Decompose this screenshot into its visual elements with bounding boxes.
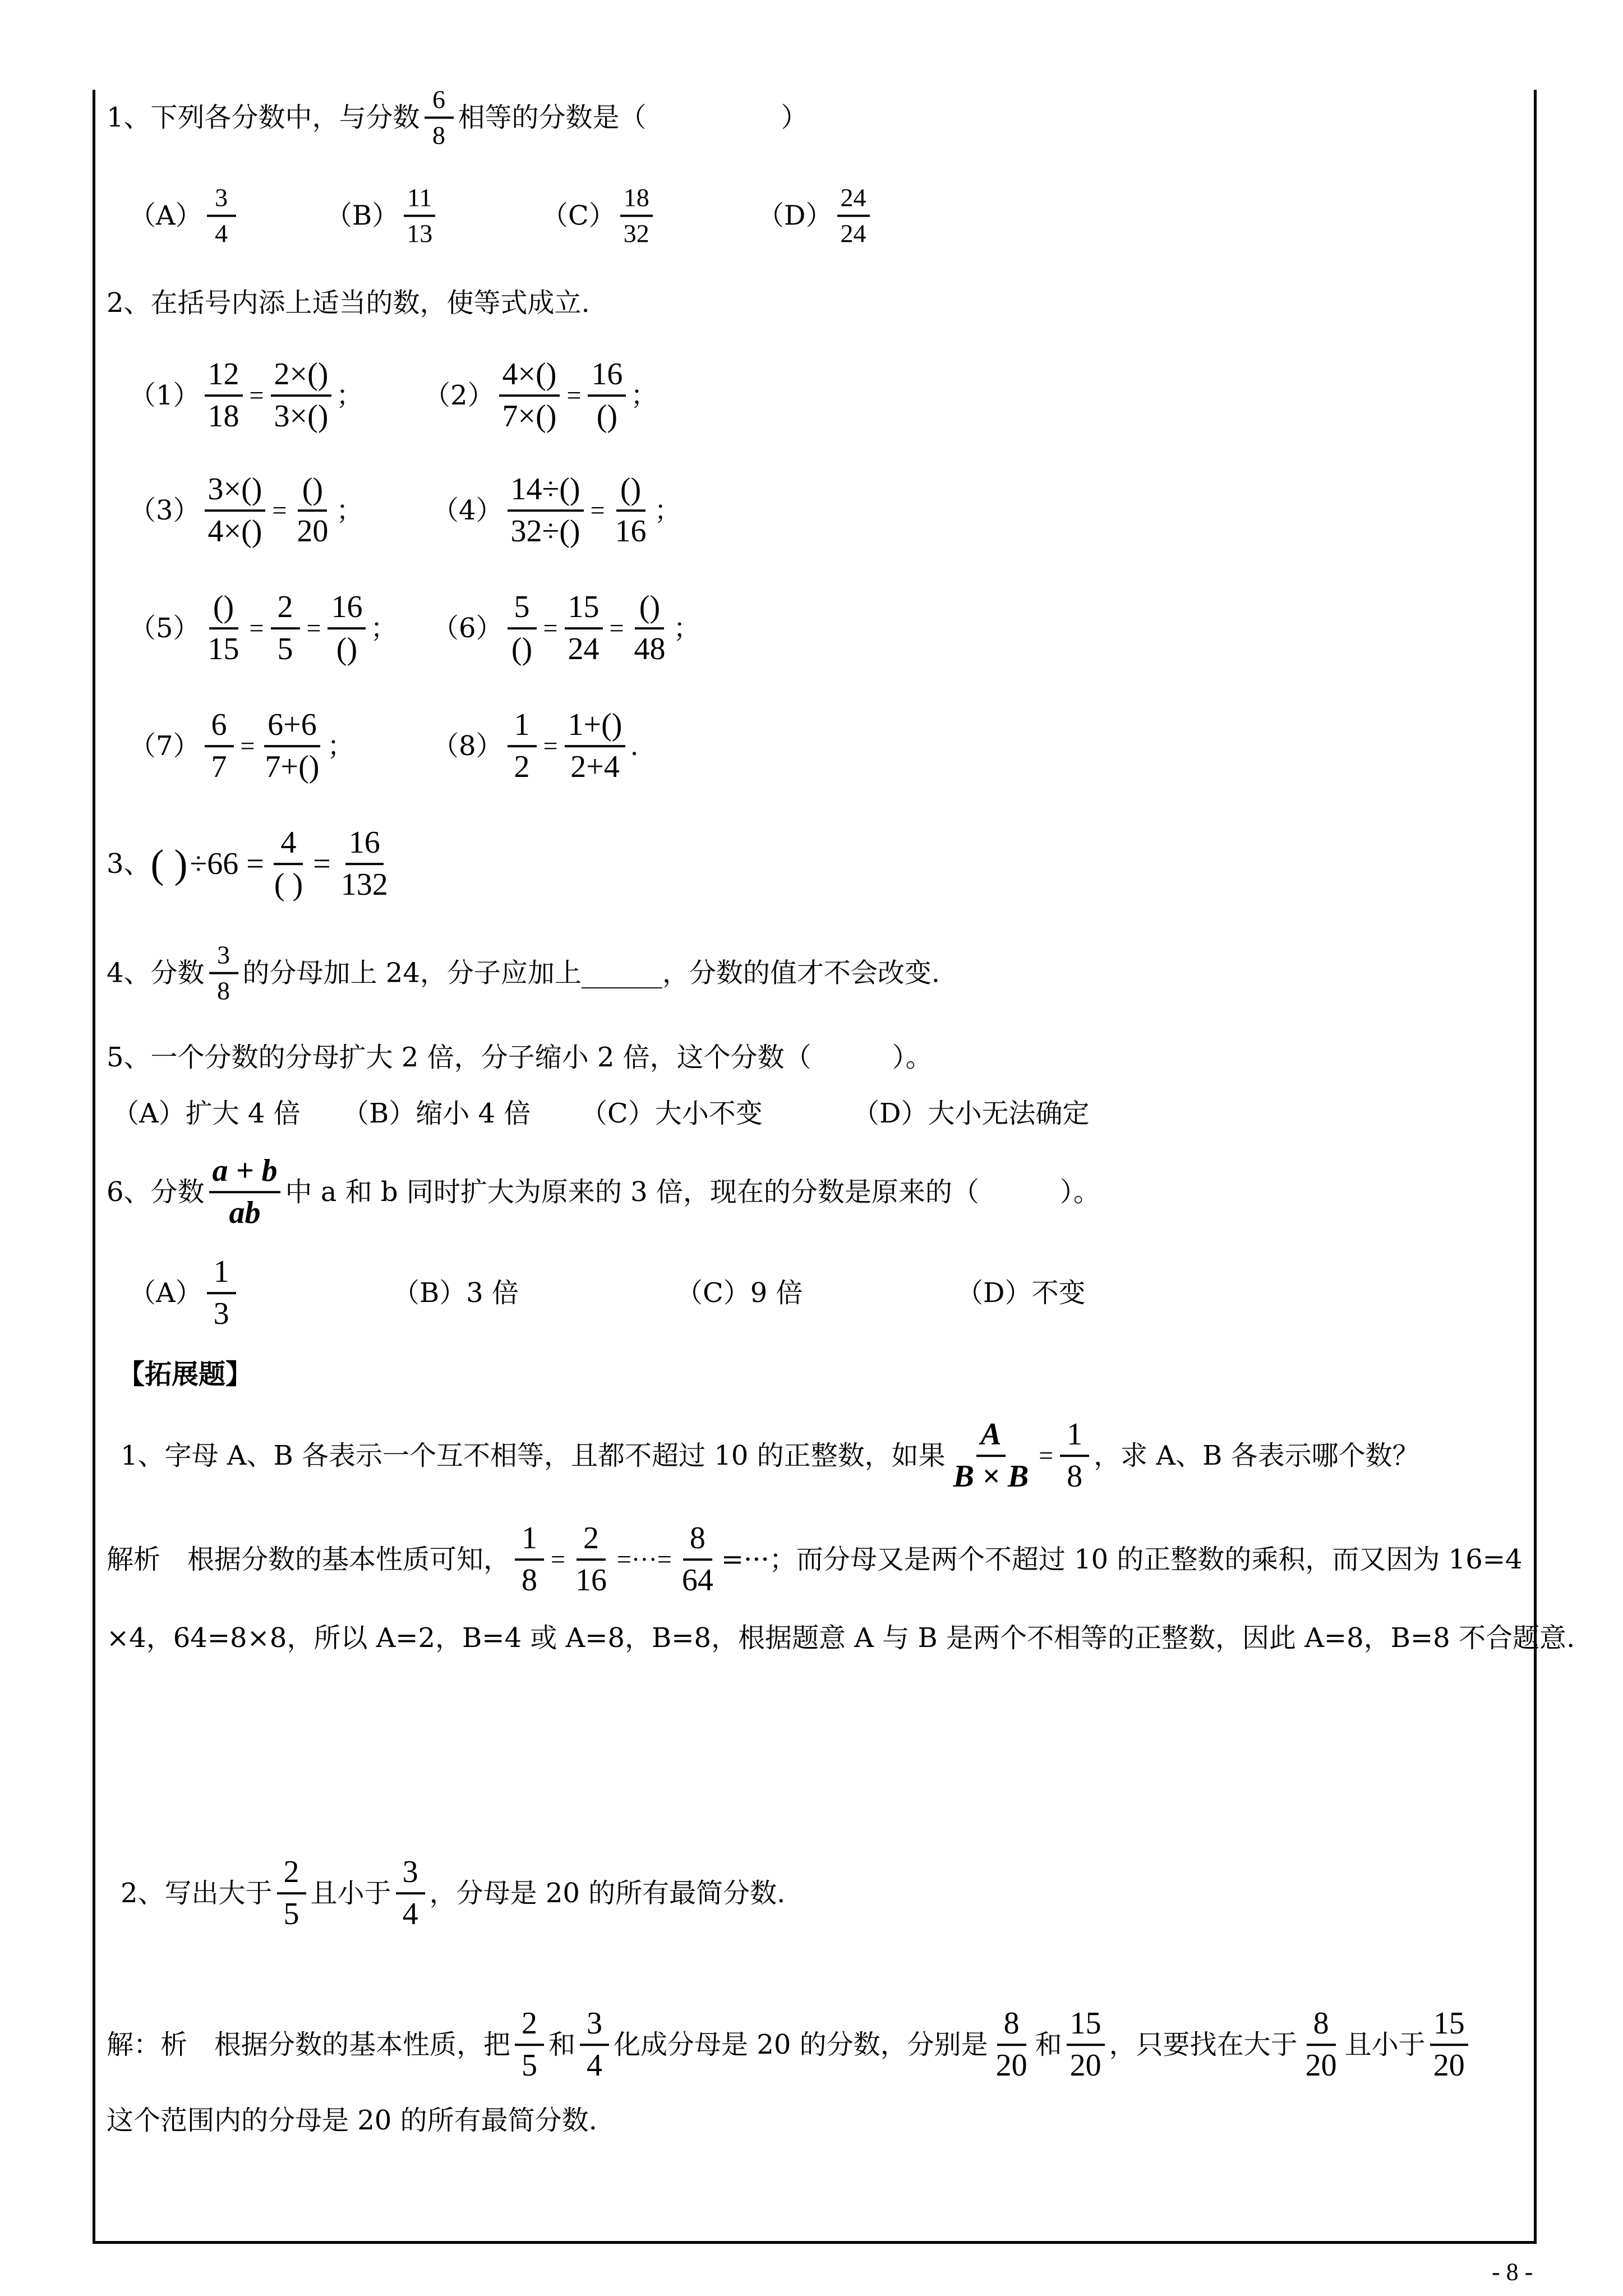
q1-option-d-frac <box>837 185 870 248</box>
q1-option-b <box>325 185 440 248</box>
frac-n: 3 <box>207 185 236 217</box>
frac-d: 20 <box>1305 2048 1337 2083</box>
fraction <box>630 591 668 666</box>
q6-option-a-frac <box>207 1255 236 1331</box>
frac-d: B × B <box>953 1459 1029 1494</box>
frac-d: 2 <box>514 749 530 784</box>
q4-fraction <box>209 942 238 1005</box>
fraction <box>1302 2007 1340 2082</box>
q1-frac-d: 8 <box>432 121 446 150</box>
item-label: （3） <box>129 495 200 526</box>
frac-d: 24 <box>568 632 600 666</box>
ext-p1-frac-2 <box>1060 1418 1089 1493</box>
ext-heading <box>118 1361 252 1388</box>
frac-d: 4×() <box>208 514 262 549</box>
fraction <box>612 473 650 548</box>
item-end: ； <box>673 613 700 644</box>
q5-option-c <box>580 1100 763 1127</box>
q5-stem <box>107 1044 933 1071</box>
q6-line <box>107 1154 1100 1230</box>
frac-d: () <box>336 632 358 666</box>
fraction <box>1067 2007 1105 2082</box>
fraction <box>205 473 266 548</box>
frac-n: 11 <box>404 185 435 217</box>
frac-d: 8 <box>217 977 230 1005</box>
fraction <box>262 708 323 784</box>
ext-a1-line-1 <box>107 1522 1523 1597</box>
q5-option-d <box>852 1100 1090 1127</box>
frac-n: 14÷() <box>508 473 584 512</box>
frac-n: 24 <box>837 185 870 217</box>
q6-prefix: 6、分数 <box>107 1176 205 1208</box>
q3-frac-2 <box>338 826 391 901</box>
frac-n: 8 <box>683 1522 712 1561</box>
ext-p2-prefix: 2、写出大于 <box>121 1878 273 1909</box>
frac-n: 18 <box>620 185 653 217</box>
q5-option-c-text: （C）大小不变 <box>580 1098 763 1129</box>
item-end: ； <box>370 613 398 644</box>
q4-suffix: 的分母加上 24，分子应加上______，分数的值才不会改变. <box>242 958 940 989</box>
item-end: ； <box>327 730 354 762</box>
fraction <box>205 591 243 666</box>
fraction <box>271 591 300 666</box>
frac-d: () <box>511 632 533 666</box>
ext-p1-line <box>121 1418 1419 1493</box>
frac-d: ab <box>229 1195 261 1230</box>
ext-a1-line-2 <box>107 1622 1575 1654</box>
ext-a2-and: 和 <box>1035 2029 1062 2060</box>
ext-a1-rest: 而分母又是两个不超过 10 的正整数的乘积，而又因为 16=4 <box>796 1544 1523 1575</box>
q2-item-3 <box>129 473 363 548</box>
frac-n: 2×() <box>271 358 332 397</box>
item-end: . <box>630 730 639 762</box>
fraction <box>293 473 331 548</box>
frac-n: 2 <box>271 591 300 629</box>
q5-stem-text: 5、一个分数的分母扩大 2 倍，分子缩小 2 倍，这个分数（ ）。 <box>107 1042 933 1073</box>
equals-sign: = <box>272 496 287 524</box>
frac-d: 32÷() <box>510 514 580 549</box>
fraction <box>396 1856 425 1931</box>
frac-d: 7+() <box>265 749 320 784</box>
frac-d: 132 <box>340 867 388 902</box>
fraction <box>1430 2007 1468 2082</box>
frac-n: () <box>635 591 664 629</box>
fraction <box>580 2007 609 2082</box>
equals-sign: = <box>1039 1441 1054 1470</box>
fraction <box>205 358 243 433</box>
frac-n: 3 <box>580 2007 609 2046</box>
item-label: （6） <box>432 613 503 644</box>
q1-option-c-label: （C） <box>541 200 616 232</box>
q3-frac-1 <box>271 826 306 901</box>
q1-prefix: 1、下列各分数中，与分数 <box>107 102 420 134</box>
fraction <box>508 473 584 548</box>
frac-d: 13 <box>407 219 433 248</box>
q1-option-a <box>129 185 241 248</box>
frac-n: 15 <box>565 591 603 629</box>
equals-sign: = <box>240 731 255 760</box>
frac-d: 8 <box>522 1563 538 1598</box>
ext-a2-mid2: ，只要找在大于 <box>1109 2029 1298 2060</box>
q3-divide-66: ÷66 = <box>190 846 264 881</box>
frac-n: 4 <box>274 826 303 865</box>
q5-option-b <box>342 1100 531 1127</box>
frac-d: 20 <box>995 2048 1027 2083</box>
q1-option-a-frac <box>207 185 236 248</box>
frac-d: 24 <box>840 219 866 248</box>
q3-label: 3、 <box>107 848 151 880</box>
ext-a2-line-1 <box>107 2007 1473 2082</box>
equals-sign: = <box>590 496 605 524</box>
frac-n: 3 <box>209 942 238 974</box>
frac-d: 4 <box>587 2048 603 2083</box>
frac-d: 7×() <box>502 399 557 434</box>
frac-n: () <box>616 473 645 512</box>
q6-option-a-label: （A） <box>129 1277 202 1309</box>
q6-option-c-text: （C）9 倍 <box>676 1277 803 1309</box>
q1-option-d <box>757 185 874 248</box>
q2-item-7 <box>129 708 354 784</box>
ext-a2-line-2 <box>107 2107 597 2134</box>
frac-d: 16 <box>615 514 647 549</box>
ext-p1-prefix: 1、字母 A、B 各表示一个互不相等，且都不超过 10 的正整数，如果 <box>121 1440 946 1471</box>
frac-n: () <box>209 591 238 629</box>
frac-n: 1 <box>1060 1418 1089 1457</box>
q3-line <box>107 826 396 901</box>
frac-n: 8 <box>1307 2007 1336 2046</box>
frac-n: 15 <box>1430 2007 1468 2046</box>
item-label: （7） <box>129 730 200 762</box>
fraction <box>515 2007 544 2082</box>
q6-suffix: 中 a 和 b 同时扩大为原来的 3 倍，现在的分数是原来的（ ）。 <box>285 1176 1100 1208</box>
ext-a1-line2-text: ×4，64=8×8，所以 A=2，B=4 或 A=8，B=8，根据题意 A 与 B 是两个不相等的正整数，因此 A=8，B=8 不合题意. <box>107 1622 1575 1654</box>
fraction <box>679 1522 717 1597</box>
frac-n: 1+() <box>565 708 626 747</box>
q6-option-c <box>676 1277 803 1309</box>
q2-item-2 <box>423 358 657 433</box>
q2-item-5 <box>129 591 397 666</box>
frac-n: () <box>298 473 327 512</box>
q2-item-8 <box>432 708 639 784</box>
frac-n: 5 <box>508 591 537 629</box>
frac-n: 2 <box>515 2007 544 2046</box>
item-label: （8） <box>432 730 503 762</box>
frac-d: 3×() <box>274 399 329 434</box>
frac-n: 6 <box>205 708 234 747</box>
frac-d: 15 <box>208 632 239 666</box>
fraction <box>993 2007 1031 2082</box>
equals-sign: = <box>543 731 558 760</box>
frac-n: 1 <box>207 1255 236 1294</box>
frac-d: 20 <box>297 514 329 549</box>
item-end: ； <box>630 380 658 411</box>
item-label: （2） <box>423 380 495 411</box>
frac-d: 64 <box>681 1563 713 1598</box>
q6-fraction <box>209 1154 281 1230</box>
fraction <box>277 1856 306 1931</box>
frac-n: 3 <box>396 1856 425 1894</box>
item-label: （4） <box>432 495 503 526</box>
equals-sign: = <box>551 1545 565 1573</box>
ellipsis-equals: =···= <box>616 1545 672 1573</box>
item-label: （1） <box>129 380 200 411</box>
frac-n: 3×() <box>205 473 266 512</box>
frac-d: 18 <box>208 399 239 434</box>
ext-a2-mid3: 且小于 <box>1344 2029 1426 2060</box>
q3-blank-paren: ( ) <box>150 841 188 886</box>
frac-n: 16 <box>328 591 366 629</box>
frac-d: 8 <box>1067 1459 1083 1494</box>
ext-p1-suffix: ，求 A、B 各表示哪个数？ <box>1094 1440 1419 1471</box>
q1-option-a-label: （A） <box>129 200 202 232</box>
fraction <box>499 358 560 433</box>
frac-n: 16 <box>345 826 384 865</box>
page-number: - 8 - <box>1492 2258 1533 2286</box>
frac-d: 32 <box>623 219 649 248</box>
fraction <box>328 591 366 666</box>
equals-sign: = <box>566 381 582 409</box>
q2-item-4 <box>432 473 681 548</box>
frac-n: 1 <box>508 708 537 747</box>
frac-n: A <box>976 1418 1006 1457</box>
equals-sign: = <box>306 614 321 642</box>
fraction <box>515 1522 544 1597</box>
q5-option-a-text: （A）扩大 4 倍 <box>112 1098 301 1129</box>
fraction <box>508 708 537 784</box>
item-end: ； <box>654 495 681 526</box>
ext-p2-suffix: ，分母是 20 的所有最简分数. <box>429 1878 786 1909</box>
q1-option-c-frac <box>620 185 653 248</box>
ext-a2-line2-text: 这个范围内的分母是 20 的所有最简分数. <box>107 2105 597 2136</box>
fraction <box>271 358 332 433</box>
item-end: ； <box>336 495 363 526</box>
frac-n: 2 <box>577 1522 606 1561</box>
q1-suffix: 相等的分数是（ ） <box>458 102 808 134</box>
q6-option-a <box>129 1255 241 1331</box>
ext-a1-tail: =···； <box>721 1544 796 1575</box>
fraction <box>565 708 626 784</box>
q1-fraction <box>425 86 454 150</box>
equals-sign: = <box>249 381 264 409</box>
equals-sign: = <box>313 846 331 881</box>
q5-option-d-text: （D）大小无法确定 <box>852 1098 1090 1129</box>
frac-d: 5 <box>277 632 293 666</box>
frac-d: 7 <box>211 749 227 784</box>
frac-d: 3 <box>213 1296 229 1331</box>
q1-frac-n: 6 <box>425 86 454 119</box>
ext-p2-line <box>121 1856 785 1931</box>
q1-option-b-label: （B） <box>325 200 399 232</box>
q5-option-b-text: （B）缩小 4 倍 <box>342 1098 531 1129</box>
frac-d: 4 <box>402 1897 418 1931</box>
ext-p1-frac-1 <box>950 1418 1032 1493</box>
q1-option-b-frac <box>403 185 436 248</box>
q6-option-d-text: （D）不变 <box>956 1277 1086 1309</box>
ext-heading-text: 【拓展题】 <box>118 1359 253 1390</box>
frac-n: 12 <box>205 358 243 397</box>
item-label: （5） <box>129 613 200 644</box>
ext-a1-prefix: 解析 根据分数的基本性质可知， <box>107 1544 511 1575</box>
frac-d: 20 <box>1069 2048 1101 2083</box>
frac-n: 16 <box>588 358 626 397</box>
fraction <box>572 1522 610 1597</box>
frac-d: ( ) <box>274 867 303 902</box>
frac-n: 1 <box>515 1522 544 1561</box>
frac-d: 4 <box>215 219 228 248</box>
fraction <box>588 358 626 433</box>
frac-n: 6+6 <box>264 708 320 747</box>
frac-n: a + b <box>209 1154 281 1193</box>
ext-p2-mid: 且小于 <box>310 1878 391 1909</box>
frac-n: 4×() <box>499 358 560 397</box>
q5-option-a <box>112 1100 301 1127</box>
q4-prefix: 4、分数 <box>107 958 205 989</box>
frac-d: 5 <box>522 2048 538 2083</box>
frac-d: 48 <box>634 632 666 666</box>
q6-option-b-text: （B）3 倍 <box>393 1277 519 1309</box>
q2-item-6 <box>432 591 700 666</box>
frac-d: 5 <box>283 1897 299 1931</box>
q2-stem-text: 2、在括号内添上适当的数，使等式成立. <box>107 287 590 319</box>
frac-n: 8 <box>997 2007 1026 2046</box>
q4-line <box>107 942 940 1005</box>
q2-item-1 <box>129 358 363 433</box>
q2-stem <box>107 287 590 319</box>
frac-n: 2 <box>277 1856 306 1894</box>
frac-d: 16 <box>575 1563 607 1598</box>
q1-option-d-label: （D） <box>757 200 833 232</box>
q6-option-b <box>393 1277 519 1309</box>
ext-a2-and: 和 <box>548 2029 576 2060</box>
q6-option-d <box>956 1277 1086 1309</box>
equals-sign: = <box>543 614 558 642</box>
frac-d: () <box>596 399 618 434</box>
ext-a2-prefix: 解：析 根据分数的基本性质，把 <box>107 2029 511 2060</box>
frac-d: 20 <box>1433 2048 1465 2083</box>
frac-d: 2+4 <box>570 749 620 784</box>
q1-option-c <box>541 185 657 248</box>
fraction <box>205 708 234 784</box>
ext-a2-mid: 化成分母是 20 的分数，分别是 <box>614 2029 988 2060</box>
equals-sign: = <box>609 614 624 642</box>
frac-n: 15 <box>1067 2007 1105 2046</box>
q1-line <box>107 86 808 150</box>
equals-sign: = <box>249 614 264 642</box>
item-end: ； <box>336 380 363 411</box>
fraction <box>565 591 603 666</box>
fraction <box>508 591 537 666</box>
